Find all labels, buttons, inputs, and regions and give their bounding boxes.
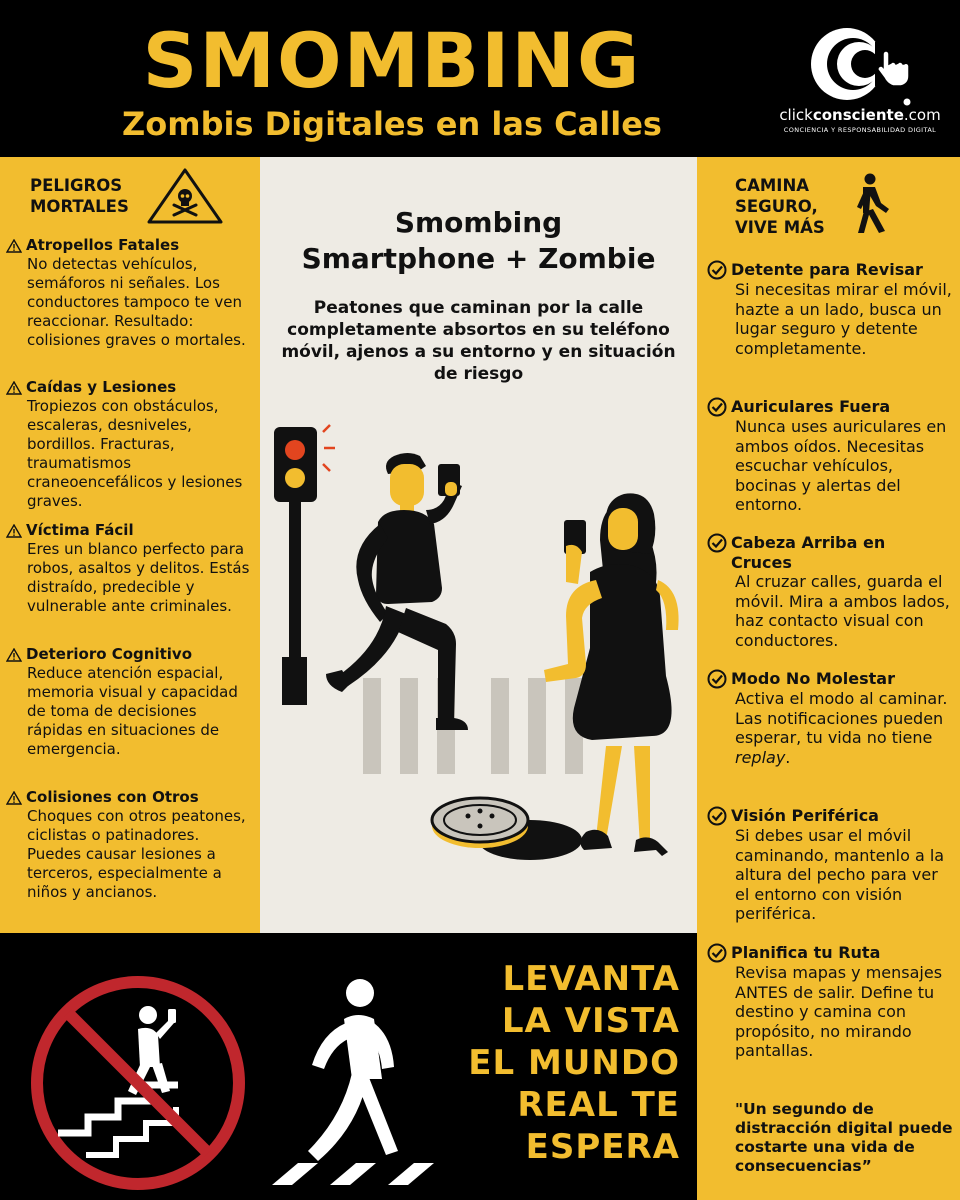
safety-item-text: Revisa mapas y mensajes ANTES de salir. Define tu destino y camina con propósito, no mirando pantallas.	[735, 963, 943, 1060]
warning-icon	[6, 239, 22, 253]
logo-brand: clickconsciente.com	[779, 106, 941, 124]
safety-item-text: Si debes usar el móvil caminando, mantenlo a la altura del pecho para ver el entorno con visión periférica.	[735, 826, 945, 923]
open-manhole-icon	[432, 798, 582, 860]
logo-tagline: CONCIENCIA Y RESPONSABILIDAD DIGITAL	[783, 126, 937, 134]
danger-item: Colisiones con Otros Choques con otros peatones, ciclistas o patinadores. Puedes causar lesiones a terceros, especialmente a niños y ancianos.	[6, 788, 256, 902]
no-phone-on-stairs-icon	[28, 973, 248, 1193]
danger-item: Atropellos Fatales No detectas vehículos, semáforos ni señales. Los conductores tampoco te ven reaccionar. Resultado: colisiones graves o mortales.	[6, 236, 256, 350]
check-circle-icon	[707, 669, 727, 689]
danger-item-text: Reduce atención espacial, memoria visual y capacidad de toma de decisiones rápidas en situaciones de emergencia.	[27, 664, 238, 758]
definition-title: Smombing Smartphone + Zombie	[301, 206, 656, 275]
man-on-phone-icon	[326, 453, 468, 730]
page-subtitle: Zombis Digitales en las Calles	[122, 105, 662, 143]
safety-item: Visión Periférica Si debes usar el móvil caminando, mantenlo a la altura del pecho para ver el entorno con visión periférica.	[707, 806, 957, 924]
warning-icon	[6, 791, 22, 805]
check-circle-icon	[707, 806, 727, 826]
safety-item-text: Al cruzar calles, guarda el móvil. Mira a ambos lados, haz contacto visual con conductores.	[735, 572, 950, 650]
warning-icon	[6, 648, 22, 662]
check-circle-icon	[707, 943, 727, 963]
safety-item-text: Nunca uses auriculares en ambos oídos. Necesitas escuchar vehículos, bocinas y alertas del entorno.	[735, 417, 947, 514]
danger-item: Víctima Fácil Eres un blanco perfecto para robos, asaltos y delitos. Estás distraído, predecible y vulnerable ante criminales.	[6, 521, 256, 616]
safety-item-text: Activa el modo al caminar. Las notificaciones pueden esperar, tu vida no tiene replay.	[735, 689, 948, 767]
smombing-illustration	[260, 412, 697, 933]
safety-heading: CAMINA SEGURO, VIVE MÁS	[735, 176, 825, 237]
danger-item: Caídas y Lesiones Tropiezos con obstáculos, escaleras, desniveles, bordillos. Fracturas, traumatismos craneoencefálicos y lesiones graves.	[6, 378, 256, 511]
danger-item-text: Eres un blanco perfecto para robos, asaltos y delitos. Estás distraído, predecible y vulnerable ante criminales.	[27, 540, 250, 615]
page-title: SMOMBING	[142, 16, 642, 105]
safety-item: Modo No Molestar Activa el modo al caminar. Las notificaciones pueden esperar, tu vida no tiene replay.	[707, 669, 957, 767]
woman-on-phone-icon	[544, 493, 679, 856]
logo[interactable]	[775, 22, 945, 142]
warning-icon	[6, 524, 22, 538]
slogan: LEVANTA LA VISTA EL MUNDO REAL TE ESPERA	[468, 959, 680, 1167]
danger-item-text: Tropiezos con obstáculos, escaleras, desniveles, bordillos. Fracturas, traumatismos craneoencefálicos y lesiones graves.	[27, 397, 243, 510]
safety-item: Auriculares Fuera Nunca uses auriculares en ambos oídos. Necesitas escuchar vehículos, bocinas y alertas del entorno.	[707, 397, 957, 515]
danger-item: Deterioro Cognitivo Reduce atención espacial, memoria visual y capacidad de toma de decisiones rápidas en situaciones de emergencia.	[6, 645, 256, 759]
safety-item: Cabeza Arriba en Cruces Al cruzar calles, guarda el móvil. Mira a ambos lados, haz contacto visual con conductores.	[707, 533, 957, 650]
skull-crossbones-warning-icon	[146, 167, 224, 225]
clickconsciente-logo-icon	[775, 22, 945, 106]
safety-item: Detente para Revisar Si necesitas mirar el móvil, hazte a un lado, busca un lugar seguro y detente completamente.	[707, 260, 957, 358]
walking-person-icon	[849, 173, 891, 235]
check-circle-icon	[707, 533, 727, 553]
crosswalk-icon	[363, 678, 583, 774]
check-circle-icon	[707, 397, 727, 417]
safety-item-text: Si necesitas mirar el móvil, hazte a un lado, busca un lugar seguro y detente completamente.	[735, 280, 952, 358]
safety-item: Planifica tu Ruta Revisa mapas y mensajes ANTES de salir. Define tu destino y camina con propósito, no mirando pantallas.	[707, 943, 957, 1061]
danger-item-text: Choques con otros peatones, ciclistas o patinadores. Puedes causar lesiones a terceros, especialmente a niños y ancianos.	[27, 807, 246, 901]
traffic-light-icon	[274, 425, 335, 705]
pedestrian-crossing-icon	[266, 973, 436, 1193]
warning-icon	[6, 381, 22, 395]
safety-panel	[697, 157, 960, 1200]
header	[0, 0, 960, 157]
dangers-panel	[0, 157, 260, 933]
danger-item-text: No detectas vehículos, semáforos ni señales. Los conductores tampoco te ven reaccionar. Resultado: colisiones graves o mortales.	[27, 255, 246, 349]
definition-text: Peatones que caminan por la calle completamente absortos en su teléfono móvil, ajenos a su entorno y en situación de riesgo	[281, 298, 676, 384]
dangers-heading: PELIGROS MORTALES	[30, 176, 129, 216]
definition-panel	[260, 157, 697, 933]
quote: "Un segundo de distracción digital puede costarte una vida de consecuencias”	[735, 1100, 953, 1175]
check-circle-icon	[707, 260, 727, 280]
